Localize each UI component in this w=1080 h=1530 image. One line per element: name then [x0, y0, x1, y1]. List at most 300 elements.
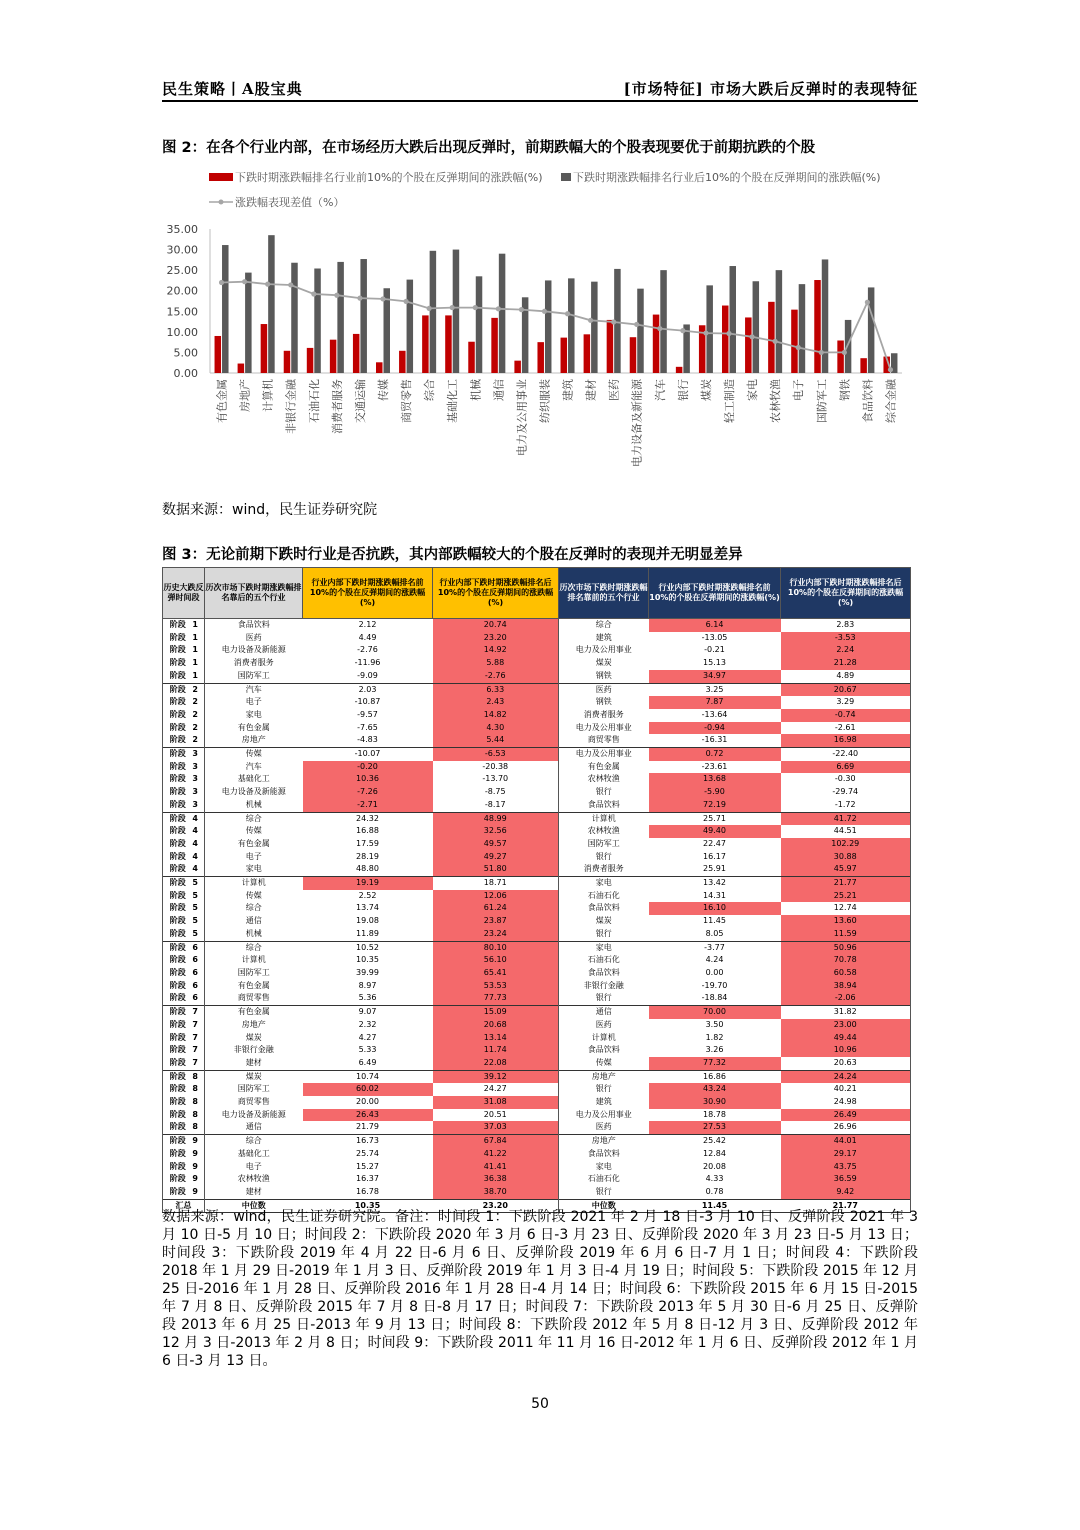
bottom-bottom10-cell: 24.27 — [433, 1083, 559, 1096]
table-row — [163, 773, 911, 786]
x-tick-label: 轻工制造 — [723, 379, 736, 423]
y-tick-label: 30.00 — [166, 243, 198, 257]
period-number: 1 — [192, 632, 198, 642]
table-row — [163, 954, 911, 967]
y-tick-label: 0.00 — [173, 367, 198, 380]
summary-right-top10: 11.45 — [649, 1199, 781, 1213]
diff-point — [473, 305, 478, 310]
top-top10-cell: 20.08 — [703, 1161, 726, 1171]
top-bottom10-cell: 12.74 — [781, 902, 911, 915]
period-label: 阶段 — [169, 1057, 186, 1067]
period-cell — [163, 722, 205, 735]
top-top10-cell: -19.70 — [701, 980, 728, 990]
x-tick-label: 综合 — [423, 379, 437, 401]
bottom-bottom10-cell: 15.09 — [433, 1006, 559, 1019]
top-top10-cell: 27.53 — [649, 1121, 781, 1134]
period-label: 阶段 — [169, 890, 186, 900]
header-left: 民生策略丨A股宝典 — [162, 80, 303, 98]
x-tick-label: 有色金属 — [215, 379, 229, 423]
bottom-top10-cell: 26.43 — [303, 1109, 433, 1122]
period-cell — [163, 992, 205, 1005]
bottom-top10-cell: -2.76 — [357, 645, 378, 655]
table-row — [163, 812, 911, 825]
period-cell — [163, 773, 205, 786]
period-cell — [163, 928, 205, 941]
bottom-bottom10-cell: 49.27 — [433, 851, 559, 864]
x-tick-label: 纺织服装 — [538, 379, 552, 423]
period-number: 3 — [192, 774, 198, 784]
bottom-top10-cell: -7.65 — [357, 722, 378, 732]
bar-bottom10 — [245, 273, 252, 373]
top-bottom10-cell: -1.72 — [781, 799, 911, 812]
bar-top10 — [330, 340, 337, 373]
table-row — [163, 799, 911, 812]
x-tick-label: 建筑 — [561, 379, 575, 401]
period-label: 阶段 — [169, 1161, 186, 1171]
period-cell — [163, 761, 205, 774]
bottom-bottom10-cell: 61.24 — [433, 902, 559, 915]
y-tick-label: 5.00 — [173, 346, 198, 360]
bar-bottom10 — [776, 270, 783, 373]
period-cell — [163, 632, 205, 645]
bottom-industry-cell: 电力设备及新能源 — [205, 644, 303, 657]
period-number: 5 — [192, 903, 198, 913]
bar-top10 — [607, 320, 614, 373]
period-number: 7 — [192, 1057, 198, 1067]
bottom-top10-cell: 9.07 — [303, 1006, 433, 1019]
diff-point — [427, 306, 432, 311]
top-bottom10-cell: 30.88 — [781, 851, 911, 864]
summary-label: 汇总 — [163, 1199, 205, 1213]
top-top10-cell: 13.42 — [649, 877, 781, 890]
bar-top10 — [491, 318, 498, 373]
bottom-industry-cell: 农林牧渔 — [205, 1173, 303, 1186]
top-top10-cell: 30.90 — [649, 1096, 781, 1109]
period-number: 1 — [192, 645, 198, 655]
x-tick-label: 交通运输 — [353, 379, 367, 423]
bottom-bottom10-cell: -6.53 — [433, 748, 559, 761]
diff-point — [380, 296, 385, 301]
top-top10-cell: 11.45 — [703, 916, 726, 926]
legend-label-diff: 涨跌幅表现差值（%） — [235, 196, 345, 209]
bottom-top10-cell: -4.83 — [357, 735, 378, 745]
y-tick-label: 25.00 — [166, 264, 198, 278]
table-row — [163, 786, 911, 799]
bottom-bottom10-cell: -8.75 — [433, 786, 559, 799]
bar-bottom10 — [568, 278, 575, 373]
bottom-bottom10-cell: 41.22 — [433, 1148, 559, 1161]
bottom-bottom10-cell: 11.74 — [433, 1044, 559, 1057]
top-top10-cell: -5.90 — [649, 786, 781, 799]
period-cell — [163, 825, 205, 838]
top-industry-cell: 食品饮料 — [587, 967, 620, 977]
period-number: 1 — [192, 658, 198, 668]
table-row — [163, 1032, 911, 1045]
bottom-bottom10-cell: 48.99 — [433, 812, 559, 825]
x-tick-label: 非银行金融 — [284, 379, 298, 434]
bottom-industry-cell: 综合 — [205, 1135, 303, 1148]
period-cell — [163, 644, 205, 657]
period-label: 阶段 — [169, 1045, 186, 1055]
bar-top10 — [561, 338, 568, 373]
top-industry-cell: 家电 — [595, 1161, 612, 1171]
bottom-bottom10-cell: 23.24 — [433, 928, 559, 941]
top-top10-cell: -18.84 — [701, 993, 728, 1003]
bottom-industry-cell: 电力设备及新能源 — [205, 786, 303, 799]
top-industry-cell: 通信 — [559, 1006, 649, 1019]
period-cell — [163, 1148, 205, 1161]
top-top10-cell: 15.13 — [703, 658, 726, 668]
period-number: 3 — [192, 761, 198, 771]
top-bottom10-cell: 6.69 — [781, 761, 911, 774]
period-cell — [163, 980, 205, 993]
period-number: 3 — [192, 749, 198, 759]
bar-top10 — [745, 317, 752, 373]
figure2-chart — [162, 166, 918, 486]
bottom-industry-cell: 传媒 — [205, 825, 303, 838]
period-number: 6 — [192, 942, 198, 952]
bottom-industry-cell: 房地产 — [205, 734, 303, 747]
period-cell — [163, 1083, 205, 1096]
x-tick-label: 消费者服务 — [330, 379, 344, 434]
x-tick-label: 家电 — [746, 379, 760, 401]
period-cell — [163, 1186, 205, 1199]
bottom-top10-cell: 48.80 — [356, 864, 379, 874]
table-row — [163, 928, 911, 941]
bottom-top10-cell: 16.88 — [356, 826, 379, 836]
bottom-top10-cell: 15.27 — [356, 1161, 379, 1171]
period-label: 阶段 — [169, 620, 186, 629]
bar-top10 — [722, 306, 729, 373]
top-industry-cell: 石油石化 — [587, 890, 620, 900]
bar-top10 — [630, 337, 637, 373]
period-cell — [163, 967, 205, 980]
bar-top10 — [514, 361, 521, 373]
bottom-bottom10-cell: -13.70 — [433, 773, 559, 786]
bottom-industry-cell: 商贸零售 — [205, 992, 303, 1005]
bar-bottom10 — [407, 280, 414, 373]
diff-point — [888, 367, 893, 372]
period-number: 9 — [192, 1174, 198, 1184]
bottom-industry-cell: 综合 — [205, 902, 303, 915]
period-cell — [163, 1173, 205, 1186]
bar-top10 — [537, 342, 544, 373]
table-row — [163, 657, 911, 670]
top-industry-cell: 综合 — [559, 619, 649, 632]
period-label: 阶段 — [169, 967, 186, 977]
bottom-bottom10-cell: 77.73 — [433, 992, 559, 1005]
bar-top10 — [468, 342, 475, 373]
header-bottom-bottom10: 行业内部下跌时期涨跌幅排名后10%的个股在反弹期间的涨跌幅(%) — [433, 568, 559, 619]
top-industry-cell: 石油石化 — [587, 955, 620, 965]
top-top10-cell: 0.78 — [705, 1186, 724, 1196]
top-bottom10-cell: -0.30 — [781, 773, 911, 786]
table-row — [163, 709, 911, 722]
table-row — [163, 1148, 911, 1161]
top-top10-cell: -16.31 — [701, 735, 728, 745]
top-industry-cell: 电力及公用事业 — [575, 722, 632, 732]
top-bottom10-cell: 26.96 — [781, 1121, 911, 1134]
top-top10-cell: -13.64 — [701, 709, 728, 719]
top-top10-cell: 18.78 — [703, 1109, 726, 1119]
table-row — [163, 902, 911, 915]
top-top10-cell: -3.77 — [649, 941, 781, 954]
diff-point — [657, 326, 662, 331]
y-tick-label: 10.00 — [166, 325, 198, 339]
top-bottom10-cell: 16.98 — [781, 734, 911, 747]
bottom-industry-cell: 通信 — [205, 915, 303, 928]
top-industry-cell: 银行 — [595, 787, 612, 797]
period-cell — [163, 657, 205, 670]
diff-point — [288, 282, 293, 287]
period-label: 阶段 — [169, 735, 186, 745]
bar-top10 — [422, 315, 429, 373]
top-top10-cell: 4.24 — [705, 955, 724, 965]
top-industry-cell: 银行 — [595, 1084, 612, 1094]
period-label: 阶段 — [169, 1186, 186, 1196]
top-top10-cell: 72.19 — [649, 799, 781, 812]
diff-point — [588, 318, 593, 323]
x-tick-label: 通信 — [492, 379, 506, 401]
bottom-industry-cell: 综合 — [205, 941, 303, 954]
diff-point — [357, 296, 362, 301]
bar-bottom10 — [799, 284, 806, 373]
bar-top10 — [261, 324, 268, 373]
top-top10-cell: -23.61 — [701, 761, 728, 771]
period-cell — [163, 1006, 205, 1019]
table-row — [163, 734, 911, 747]
bar-bottom10 — [268, 235, 275, 373]
bottom-industry-cell: 有色金属 — [205, 1006, 303, 1019]
period-number: 4 — [192, 851, 198, 861]
table-row — [163, 722, 911, 735]
top-bottom10-cell: 49.44 — [781, 1032, 911, 1045]
y-tick-label: 35.00 — [166, 223, 198, 236]
bottom-industry-cell: 煤炭 — [205, 1032, 303, 1045]
header-top-industries: 历次市场下跌时期涨跌幅排名靠前的五个行业 — [559, 568, 649, 619]
diff-point — [634, 322, 639, 327]
top-bottom10-cell: 102.29 — [781, 838, 911, 851]
bottom-top10-cell: 5.36 — [358, 993, 377, 1003]
top-top10-cell: 25.71 — [649, 812, 781, 825]
period-number: 9 — [192, 1161, 198, 1171]
bottom-industry-cell: 汽车 — [205, 761, 303, 774]
top-top10-cell: 8.05 — [705, 928, 724, 938]
summary-median-label-right: 中位数 — [559, 1199, 649, 1213]
figure2-source: 数据来源：wind，民生证券研究院 — [162, 502, 378, 518]
period-number: 1 — [192, 620, 198, 629]
top-bottom10-cell: 2.83 — [781, 619, 911, 632]
period-number: 5 — [192, 928, 198, 938]
top-industry-cell: 钢铁 — [595, 697, 612, 707]
bar-top10 — [353, 334, 360, 373]
top-top10-cell: 77.32 — [649, 1057, 781, 1070]
period-cell — [163, 812, 205, 825]
diff-point — [611, 319, 616, 324]
period-number: 8 — [192, 1109, 198, 1119]
diff-point — [749, 334, 754, 339]
table-row — [163, 1019, 911, 1032]
period-label: 阶段 — [169, 1136, 186, 1146]
top-top10-cell: 22.47 — [703, 838, 726, 848]
period-label: 阶段 — [169, 684, 186, 694]
bar-top10 — [584, 334, 591, 373]
period-cell — [163, 696, 205, 709]
bottom-top10-cell: 13.74 — [356, 903, 379, 913]
period-label: 阶段 — [169, 955, 186, 965]
bottom-bottom10-cell: 38.70 — [433, 1186, 559, 1199]
bottom-bottom10-cell: 37.03 — [433, 1121, 559, 1134]
period-cell — [163, 902, 205, 915]
table-row — [163, 941, 911, 954]
table-row — [163, 1161, 911, 1174]
period-label: 阶段 — [169, 928, 186, 938]
top-industry-cell: 电力及公用事业 — [559, 748, 649, 761]
bar-bottom10 — [222, 245, 229, 373]
bar-top10 — [791, 310, 798, 373]
bottom-industry-cell: 消费者服务 — [205, 657, 303, 670]
x-tick-label: 国防军工 — [815, 379, 829, 423]
bar-bottom10 — [591, 282, 598, 373]
bottom-top10-cell: 10.35 — [356, 955, 379, 965]
top-bottom10-cell: 10.96 — [781, 1044, 911, 1057]
period-number: 6 — [192, 993, 198, 1003]
top-industry-cell: 传媒 — [595, 1057, 612, 1067]
top-industry-cell: 非银行金融 — [583, 980, 624, 990]
bottom-bottom10-cell: 39.12 — [433, 1070, 559, 1083]
bottom-bottom10-cell: -2.76 — [433, 670, 559, 683]
table-row — [163, 915, 911, 928]
period-label: 阶段 — [169, 749, 186, 759]
bottom-top10-cell: -2.71 — [303, 799, 433, 812]
bottom-industry-cell: 基础化工 — [205, 773, 303, 786]
table-row — [163, 683, 911, 696]
diff-point — [311, 291, 316, 296]
top-top10-cell: 3.25 — [649, 683, 781, 696]
top-top10-cell: 3.26 — [705, 1045, 724, 1055]
table-row — [163, 1186, 911, 1199]
period-label: 阶段 — [169, 916, 186, 926]
bottom-industry-cell: 电子 — [205, 1161, 303, 1174]
top-top10-cell: 0.72 — [649, 748, 781, 761]
top-bottom10-cell: 20.63 — [781, 1057, 911, 1070]
bar-top10 — [238, 364, 245, 373]
bottom-bottom10-cell: 49.57 — [433, 838, 559, 851]
bottom-top10-cell: 39.99 — [356, 967, 379, 977]
bottom-top10-cell: 11.89 — [356, 928, 379, 938]
bottom-bottom10-cell: 13.14 — [433, 1032, 559, 1045]
bottom-top10-cell: -9.57 — [357, 709, 378, 719]
summary-left-top10: 10.35 — [303, 1199, 433, 1213]
bottom-bottom10-cell: 14.92 — [433, 644, 559, 657]
table-row — [163, 1135, 911, 1148]
x-tick-label: 汽车 — [653, 379, 667, 401]
period-number: 2 — [192, 684, 198, 694]
top-industry-cell: 食品饮料 — [587, 1148, 620, 1158]
x-tick-label: 电力设备及新能源 — [630, 379, 644, 467]
top-bottom10-cell: 4.89 — [781, 670, 911, 683]
top-industry-cell: 消费者服务 — [583, 709, 624, 719]
period-label: 阶段 — [169, 1071, 186, 1081]
top-top10-cell: 14.31 — [703, 890, 726, 900]
bar-top10 — [837, 340, 844, 373]
bottom-industry-cell: 基础化工 — [205, 1148, 303, 1161]
header-top-top10: 行业内部下跌时期涨跌幅排名前10%的个股在反弹期间的涨跌幅(%) — [649, 568, 781, 619]
top-bottom10-cell: 44.51 — [781, 825, 911, 838]
top-industry-cell: 医药 — [595, 1019, 612, 1029]
figure3-source-note: 数据来源：wind，民生证券研究院。备注：时间段 1：下跌阶段 2021 年 2 月 18 日-3 月 10 日、反弹阶段 2021 年 3 月 10 日-5 月 10 日；时间段 2：下跌阶段 2020 年 3 月 6 日-3 月 23 日、反弹阶段 2020 年 3 月 23 日-5 月 13 日；时间段 3：下跌阶段 2019 年 4 月 22 日-6 月 6 日、反弹阶段 2019 年 6 月 6 日-7 月 1 日；时间段 4：下跌阶段 2018 年 1 月 29 日-2019 年 1 月 3 日、反弹阶段 2019 年 1 月 3 日-4 月 19 日；时间段 5：下跌阶段 2015 年 12 月 25 日-2016 年 1 月 28 日、反弹阶段 2016 年 1 月 28 日-4 月 14 日；时间段 6：下跌阶段 2015 年 6 月 15 日-2015 年 7 月 8 日、反弹阶段 2015 年 7 月 8 日-8 月 17 日；时间段 7：下跌阶段 2013 年 5 月 30 日-6 月 25 日、反弹阶段 2013 年 6 月 25 日-2013 年 9 月 13 日；时间段 8：下跌阶段 2012 年 5 月 8 日-12 月 3 日、反弹阶段 2012 年 12 月 3 日-2013 年 2 月 8 日；时间段 9：下跌阶段 2011 年 11 月 16 日-2012 年 1 月 6 日、反弹阶段 2012 年 1 月 6 日-3 月 13 日。 — [162, 1209, 918, 1369]
top-bottom10-cell: 23.00 — [781, 1019, 911, 1032]
period-cell — [163, 1019, 205, 1032]
period-cell — [163, 890, 205, 903]
diff-point — [496, 306, 501, 311]
period-label: 阶段 — [169, 1174, 186, 1184]
bottom-industry-cell: 建材 — [205, 1186, 303, 1199]
period-label: 阶段 — [169, 1097, 186, 1107]
header-bottom-top10: 行业内部下跌时期涨跌幅排名前10%的个股在反弹期间的涨跌幅(%) — [303, 568, 433, 619]
top-industry-cell: 家电 — [559, 941, 649, 954]
period-number: 7 — [192, 1032, 198, 1042]
period-cell — [163, 851, 205, 864]
top-top10-cell: 4.33 — [705, 1174, 724, 1184]
bar-bottom10 — [753, 281, 760, 373]
table-row — [163, 1096, 911, 1109]
bottom-top10-cell: -7.26 — [303, 786, 433, 799]
bottom-bottom10-cell: 53.53 — [433, 980, 559, 993]
top-bottom10-cell: 31.82 — [781, 1006, 911, 1019]
period-label: 阶段 — [169, 709, 186, 719]
period-label: 阶段 — [169, 838, 186, 848]
period-number: 2 — [192, 722, 198, 732]
x-tick-label: 基础化工 — [446, 379, 460, 423]
top-top10-cell: 3.50 — [705, 1019, 724, 1029]
table-header-row — [163, 568, 911, 619]
table-row — [163, 1173, 911, 1186]
bottom-industry-cell: 有色金属 — [205, 722, 303, 735]
period-label: 阶段 — [169, 851, 186, 861]
period-number: 9 — [192, 1136, 198, 1146]
diff-point — [219, 280, 224, 285]
top-bottom10-cell: 50.96 — [781, 941, 911, 954]
bar-bottom10 — [845, 320, 852, 373]
top-industry-cell: 银行 — [595, 851, 612, 861]
bottom-bottom10-cell: 56.10 — [433, 954, 559, 967]
bottom-industry-cell: 房地产 — [205, 1019, 303, 1032]
bottom-top10-cell: 20.00 — [356, 1097, 379, 1107]
diff-line — [222, 282, 891, 370]
top-top10-cell: 6.14 — [649, 619, 781, 632]
period-cell — [163, 1057, 205, 1070]
period-label: 阶段 — [169, 1109, 186, 1119]
table-row — [163, 1057, 911, 1070]
top-industry-cell: 医药 — [559, 683, 649, 696]
period-label: 阶段 — [169, 1032, 186, 1042]
period-cell — [163, 619, 205, 632]
table-row — [163, 619, 911, 632]
bottom-bottom10-cell: 5.88 — [433, 657, 559, 670]
top-industry-cell: 食品饮料 — [587, 903, 620, 913]
top-industry-cell: 煤炭 — [595, 658, 612, 668]
period-number: 7 — [192, 1045, 198, 1055]
bottom-top10-cell: -10.07 — [303, 748, 433, 761]
figure3-title: 图 3：无论前期下跌时行业是否抗跌，其内部跌幅较大的个股在反弹时的表现并无明显差异 — [162, 547, 743, 563]
x-tick-label: 农林牧渔 — [769, 379, 783, 423]
diff-point — [819, 350, 824, 355]
top-top10-cell: -0.21 — [704, 645, 725, 655]
bottom-industry-cell: 汽车 — [205, 683, 303, 696]
top-industry-cell: 石油石化 — [587, 1174, 620, 1184]
y-tick-label: 20.00 — [166, 284, 198, 298]
